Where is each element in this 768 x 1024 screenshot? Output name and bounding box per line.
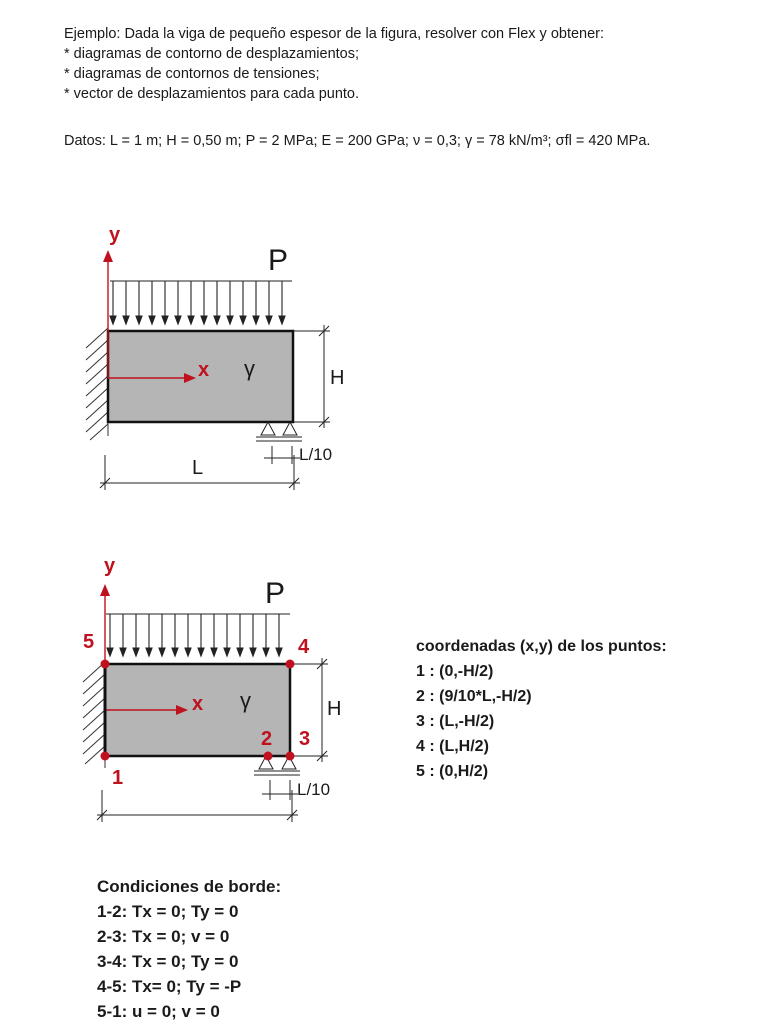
l10-dimension bbox=[262, 780, 298, 800]
point-2-dot bbox=[264, 752, 273, 761]
l10-label: L/10 bbox=[297, 780, 331, 799]
point-1-dot bbox=[101, 752, 110, 761]
point-3-dot bbox=[286, 752, 295, 761]
point-5-dot bbox=[101, 660, 110, 669]
coordinates-title: coordenadas (x,y) de los puntos: bbox=[416, 638, 667, 655]
y-axis-label: y bbox=[109, 224, 121, 246]
problem-data: Datos: L = 1 m; H = 0,50 m; P = 2 MPa; E = 200 GPa; ν = 0,3; γ = 78 kN/m³; σfl = 420 MPa. bbox=[64, 133, 651, 149]
boundary-title: Condiciones de borde: bbox=[97, 877, 282, 896]
statement-line: * vector de desplazamientos para cada punto. bbox=[64, 86, 360, 102]
load-label: P bbox=[265, 577, 286, 610]
point-4-dot bbox=[286, 660, 295, 669]
boundary-item: 1-2: Tx = 0; Ty = 0 bbox=[97, 902, 239, 921]
height-label: H bbox=[330, 367, 345, 389]
point-coordinates bbox=[416, 634, 667, 784]
coordinate-item: 1 : (0,-H/2) bbox=[416, 663, 494, 680]
statement-line: * diagramas de contorno de desplazamientos; bbox=[64, 46, 360, 62]
boundary-item: 3-4: Tx = 0; Ty = 0 bbox=[97, 952, 239, 971]
distributed-load bbox=[106, 614, 290, 656]
point-4-label: 4 bbox=[298, 636, 310, 658]
boundary-item: 2-3: Tx = 0; v = 0 bbox=[97, 927, 230, 946]
point-5-label: 5 bbox=[83, 631, 95, 653]
coordinate-item: 2 : (9/10*L,-H/2) bbox=[416, 688, 532, 705]
load-label: P bbox=[268, 244, 289, 277]
gamma-label: γ bbox=[244, 356, 255, 381]
coordinate-item: 3 : (L,-H/2) bbox=[416, 713, 495, 730]
statement-line: * diagramas de contornos de tensiones; bbox=[64, 66, 320, 82]
x-axis-label: x bbox=[192, 693, 204, 715]
x-axis-label: x bbox=[198, 359, 210, 381]
point-3-label: 3 bbox=[299, 728, 311, 750]
length-dimension bbox=[97, 790, 298, 822]
coordinate-item: 5 : (0,H/2) bbox=[416, 763, 489, 780]
fixed-wall-hatch bbox=[83, 660, 105, 768]
boundary-item: 4-5: Tx= 0; Ty = -P bbox=[97, 977, 242, 996]
y-axis-label: y bbox=[104, 555, 116, 577]
gamma-label: γ bbox=[240, 688, 251, 713]
point-2-label: 2 bbox=[261, 728, 273, 750]
height-label: H bbox=[327, 698, 342, 720]
l10-label: L/10 bbox=[299, 445, 333, 464]
length-label: L bbox=[192, 457, 204, 479]
point-1-label: 1 bbox=[112, 767, 124, 789]
coordinate-item: 4 : (L,H/2) bbox=[416, 738, 489, 755]
statement-line: Ejemplo: Dada la viga de pequeño espesor de la figura, resolver con Flex y obtener: bbox=[64, 26, 605, 42]
boundary-item: 5-1: u = 0; v = 0 bbox=[97, 1002, 220, 1021]
boundary-conditions bbox=[97, 874, 281, 1024]
